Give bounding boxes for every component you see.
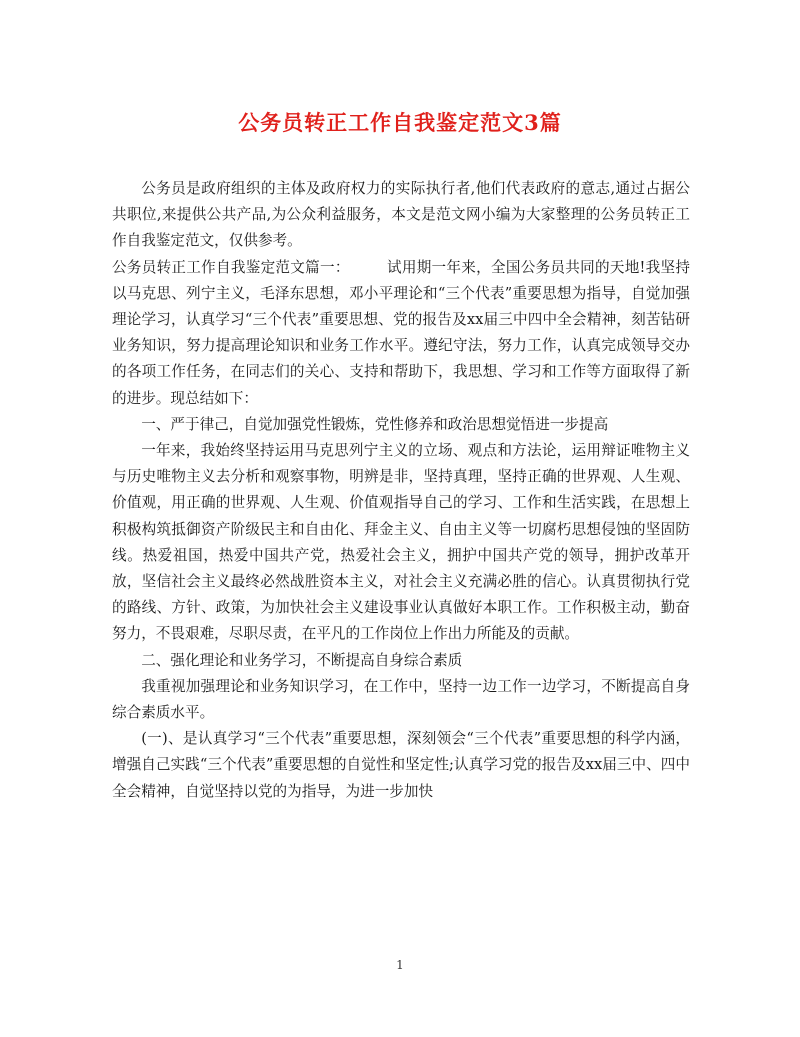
paragraph-intro: 公务员是政府组织的主体及政府权力的实际执行者,他们代表政府的意志,通过占据公共职位,来提供公共产品,为公众利益服务，本文是范文网小编为大家整理的公务员转正工作自我鉴定范文，仅供参考。: [112, 180, 690, 250]
document-body: [112, 176, 690, 805]
heading-point-one: 一、严于律己，自觉加强党性锻炼，党性修养和政治思想觉悟进一步提高: [141, 415, 609, 433]
document-title: 公务员转正工作自我鉴定范文3篇: [238, 110, 562, 135]
paragraph-point-two: 我重视加强理论和业务知识学习，在工作中，坚持一边工作一边学习，不断提高自身综合素质水平。: [112, 677, 690, 722]
paragraph-point-one: 一年来，我始终坚持运用马克思列宁主义的立场、观点和方法论，运用辩证唯物主义与历史唯物主义去分析和观察事物，明辨是非，坚持真理，坚持正确的世界观、人生观、价值观，用正确的世界观、人生观、价值观指导自己的学习、工作和生活实践，在思想上积极构筑抵御资产阶级民主和自由化、拜金主义、自由主义等一切腐朽思想侵蚀的坚固防线。热爱祖国，热爱中国共产党，热爱社会主义，拥护中国共产党的领导，拥护改革开放，坚信社会主义最终必然战胜资本主义，对社会主义充满必胜的信心。认真贯彻执行党的路线、方针、政策，为加快社会主义建设事业认真做好本职工作。工作积极主动，勤奋努力，不畏艰难，尽职尽责，在平凡的工作岗位上作出力所能及的贡献。: [112, 442, 690, 643]
heading-point-two: 二、强化理论和业务学习，不断提高自身综合素质: [141, 651, 463, 669]
page-number: 1: [396, 958, 404, 972]
paragraph-sub-point-one: (一)、是认真学习“三个代表”重要思想，深刻领会“三个代表”重要思想的科学内涵，增强自己实践“三个代表”重要思想的自觉性和坚定性;认真学习党的报告及xx届三中、四中全会精神，自觉坚持以党的为指导，为进一步加快: [112, 730, 690, 800]
paragraph-section-one-intro: 公务员转正工作自我鉴定范文篇一： 试用期一年来，全国公务员共同的天地!我坚持以马克思、列宁主义，毛泽东思想，邓小平理论和“三个代表”重要思想为指导，自觉加强理论学习，认真学习“三个代表”重要思想、党的报告及xx届三中四中全会精神，刻苦钻研业务知识，努力提高理论知识和业务工作水平。遵纪守法，努力工作，认真完成领导交办的各项工作任务，在同志们的关心、支持和帮助下，我思想、学习和工作等方面取得了新的进步。现总结如下：: [112, 258, 690, 407]
